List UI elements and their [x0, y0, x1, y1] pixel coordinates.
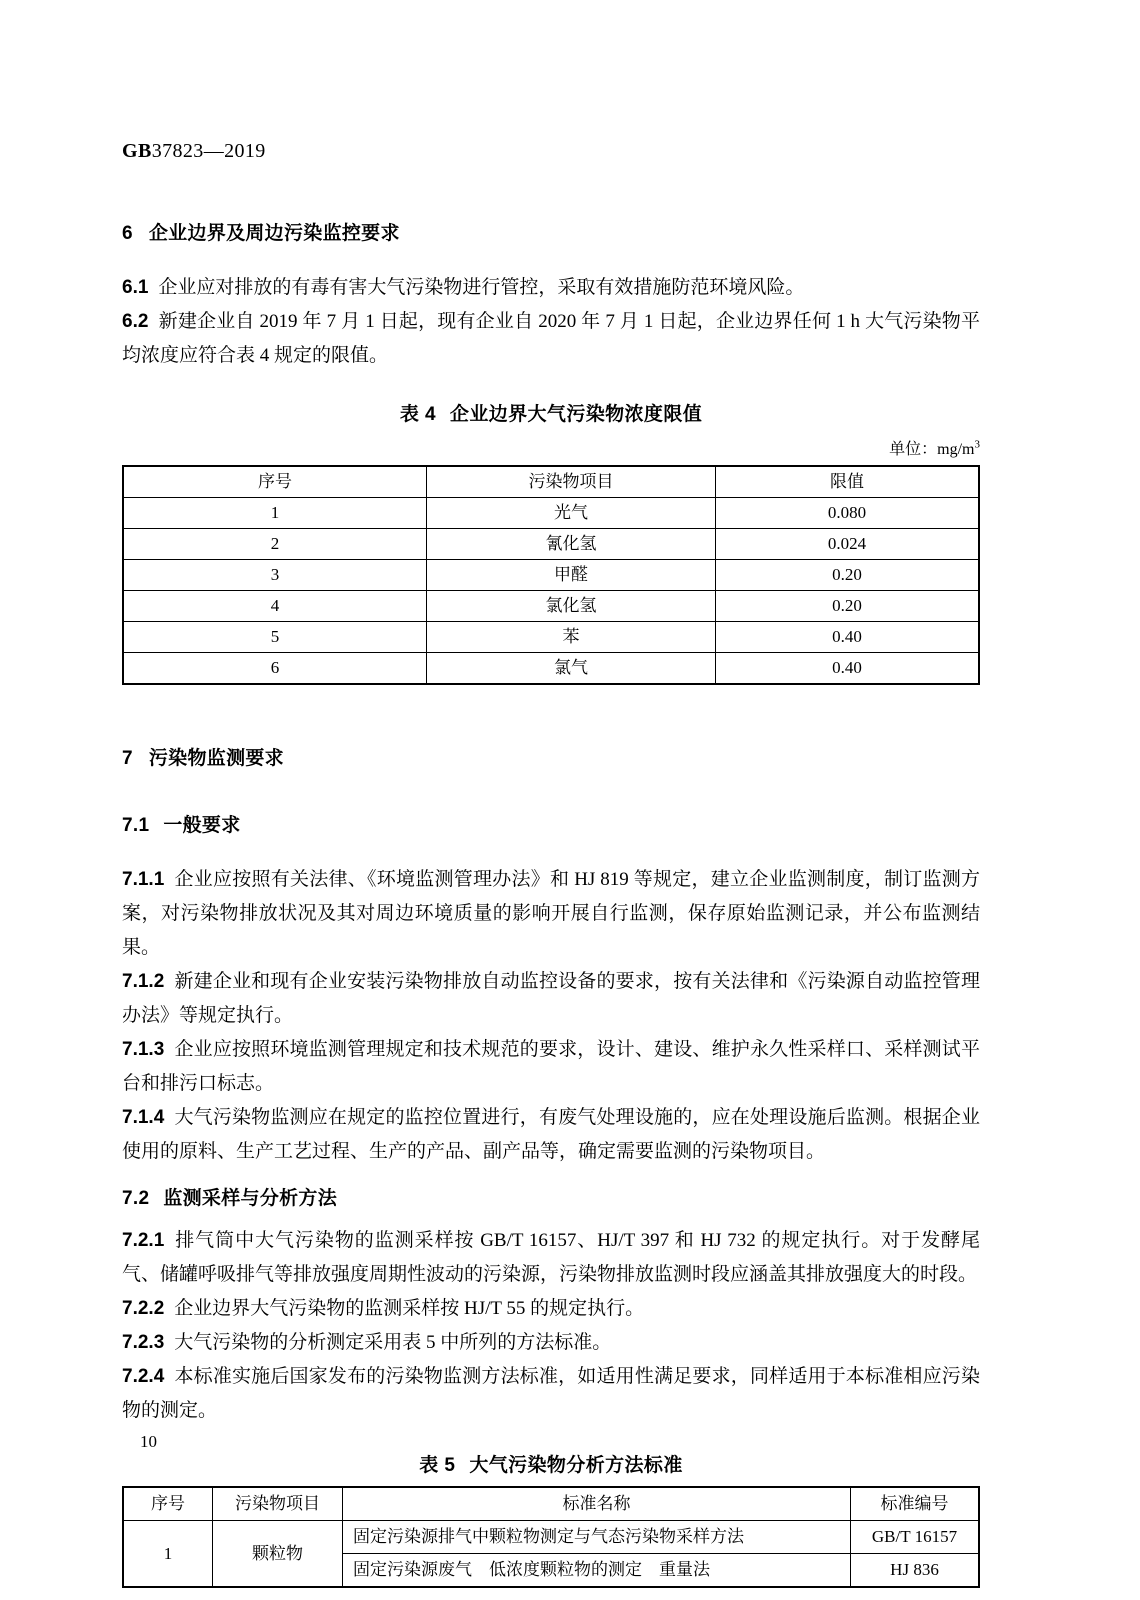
table-5-body — [123, 1521, 979, 1588]
section-7-title: 污染物监测要求 — [148, 748, 284, 769]
paragraph-7-2-4-label: 7.2.4 — [122, 1366, 165, 1387]
table-5-col-no: 序号 — [123, 1487, 213, 1521]
paragraph-7-1-2-label: 7.1.2 — [122, 971, 165, 992]
page-number: 10 — [140, 1432, 157, 1451]
table-4-r4-no: 4 — [123, 591, 427, 622]
table-4-r2-limit: 0.024 — [716, 529, 980, 560]
paragraph-7-1-4-label: 7.1.4 — [122, 1107, 165, 1128]
table-row — [123, 653, 979, 685]
heading-section-6 — [122, 218, 980, 245]
table-4-unit — [122, 436, 980, 459]
paragraph-6-1-label: 6.1 — [122, 277, 149, 298]
paragraph-6-2-label: 6.2 — [122, 311, 149, 332]
paragraph-7-1-2 — [122, 965, 980, 1033]
paragraph-6-2-text: 新建企业自 2019 年 7 月 1 日起，现有企业自 2020 年 7 月 1 日起，企业边界任何 1 h 大气污染物平均浓度应符合表 4 规定的限值。 — [122, 311, 980, 366]
paragraph-6-1 — [122, 271, 980, 305]
table-4-r1-no: 1 — [123, 498, 427, 529]
paragraph-7-1-1-text: 企业应按照有关法律、《环境监测管理办法》和 HJ 819 等规定，建立企业监测制度，制订监测方案，对污染物排放状况及其对周边环境质量的影响开展自行监测，保存原始监测记录，并公布监测结果。 — [122, 869, 980, 958]
paragraph-7-1-1 — [122, 863, 980, 965]
paragraph-7-2-1-label: 7.2.1 — [122, 1230, 165, 1251]
section-7-2-title: 监测采样与分析方法 — [163, 1188, 338, 1209]
table-4-r2-pollutant: 氰化氢 — [427, 529, 716, 560]
table-4-r5-no: 5 — [123, 622, 427, 653]
table-4-col-limit: 限值 — [716, 466, 980, 498]
table-4-r6-pollutant: 氯气 — [427, 653, 716, 685]
standard-prefix: GB — [122, 140, 152, 162]
paragraph-7-1-3 — [122, 1033, 980, 1101]
heading-section-7 — [122, 743, 980, 770]
paragraph-6-1-text: 企业应对排放的有毒有害大气污染物进行管控，采取有效措施防范环境风险。 — [158, 277, 805, 298]
table-4-r6-no: 6 — [123, 653, 427, 685]
table-4-r5-limit: 0.40 — [716, 622, 980, 653]
table-4-caption — [122, 399, 980, 426]
paragraph-7-2-3 — [122, 1326, 980, 1360]
table-5 — [122, 1486, 980, 1588]
table-4-r2-no: 2 — [123, 529, 427, 560]
section-7-1-title: 一般要求 — [163, 815, 241, 836]
document-header — [122, 140, 266, 163]
table-5-r1-m1-name: 固定污染源排气中颗粒物测定与气态污染物采样方法 — [343, 1521, 851, 1554]
table-5-r1-m2-code: HJ 836 — [851, 1554, 980, 1588]
table-row — [123, 498, 979, 529]
table-4-col-no: 序号 — [123, 466, 427, 498]
heading-section-7-2 — [122, 1183, 980, 1210]
paragraph-7-1-3-text: 企业应按照环境监测管理规定和技术规范的要求，设计、建设、维护永久性采样口、采样测试平台和排污口标志。 — [122, 1039, 980, 1094]
table-5-caption-number: 表 5 — [419, 1455, 456, 1476]
standard-number: 37823—2019 — [151, 140, 266, 162]
table-5-r1-pollutant: 颗粒物 — [213, 1521, 343, 1588]
paragraph-6-2 — [122, 305, 980, 373]
table-5-caption-title: 大气污染物分析方法标准 — [469, 1455, 683, 1476]
paragraph-7-2-4-text: 本标准实施后国家发布的污染物监测方法标准，如适用性满足要求，同样适用于本标准相应污染物的测定。 — [122, 1366, 980, 1421]
table-4-unit-exponent: 3 — [974, 438, 980, 451]
section-7-2-number: 7.2 — [122, 1188, 150, 1209]
table-row — [123, 622, 979, 653]
table-4-r1-limit: 0.080 — [716, 498, 980, 529]
section-7-1-number: 7.1 — [122, 815, 150, 836]
table-4-unit-value: mg/m — [937, 441, 975, 458]
table-5-caption — [122, 1450, 980, 1477]
paragraph-7-2-3-text: 大气污染物的分析测定采用表 5 中所列的方法标准。 — [174, 1332, 612, 1353]
table-row — [123, 591, 979, 622]
paragraph-7-2-2-text: 企业边界大气污染物的监测采样按 HJ/T 55 的规定执行。 — [174, 1298, 645, 1319]
paragraph-7-2-1-text: 排气筒中大气污染物的监测采样按 GB/T 16157、HJ/T 397 和 HJ 732 的规定执行。对于发酵尾气、储罐呼吸排气等排放强度周期性波动的污染源，污染物排放监测时段应涵盖其排放强度大的时段。 — [122, 1230, 980, 1285]
table-5-col-standard-code: 标准编号 — [851, 1487, 980, 1521]
paragraph-7-2-2-label: 7.2.2 — [122, 1298, 165, 1319]
table-4-body — [123, 498, 979, 685]
table-4-r3-no: 3 — [123, 560, 427, 591]
paragraph-7-2-2 — [122, 1292, 980, 1326]
table-5-r1-m2-name: 固定污染源废气 低浓度颗粒物的测定 重量法 — [343, 1554, 851, 1588]
table-4 — [122, 465, 980, 685]
table-4-r3-pollutant: 甲醛 — [427, 560, 716, 591]
table-row — [123, 560, 979, 591]
table-5-r1-no: 1 — [123, 1521, 213, 1588]
table-row — [123, 529, 979, 560]
table-5-col-pollutant: 污染物项目 — [213, 1487, 343, 1521]
table-4-caption-title: 企业边界大气污染物浓度限值 — [449, 404, 703, 425]
table-5-header-row — [123, 1487, 979, 1521]
table-5-r1-m1-code: GB/T 16157 — [851, 1521, 980, 1554]
document-body — [122, 218, 980, 1588]
section-6-title: 企业边界及周边污染监控要求 — [148, 223, 400, 244]
section-6-number: 6 — [122, 223, 133, 244]
table-4-r5-pollutant: 苯 — [427, 622, 716, 653]
table-4-col-pollutant: 污染物项目 — [427, 466, 716, 498]
table-4-header-row — [123, 466, 979, 498]
paragraph-7-1-2-text: 新建企业和现有企业安装污染物排放自动监控设备的要求，按有关法律和《污染源自动监控管理办法》等规定执行。 — [122, 971, 980, 1026]
table-4-r3-limit: 0.20 — [716, 560, 980, 591]
table-4-r4-pollutant: 氯化氢 — [427, 591, 716, 622]
table-4-r1-pollutant: 光气 — [427, 498, 716, 529]
table-4-unit-label: 单位： — [889, 441, 938, 458]
table-4-r6-limit: 0.40 — [716, 653, 980, 685]
table-row — [123, 1521, 979, 1554]
heading-section-7-1 — [122, 810, 980, 837]
paragraph-7-1-4-text: 大气污染物监测应在规定的监控位置进行，有废气处理设施的，应在处理设施后监测。根据企业使用的原料、生产工艺过程、生产的产品、副产品等，确定需要监测的污染物项目。 — [122, 1107, 980, 1162]
paragraph-7-1-3-label: 7.1.3 — [122, 1039, 165, 1060]
paragraph-7-2-1 — [122, 1224, 980, 1292]
paragraph-7-2-4 — [122, 1360, 980, 1428]
paragraph-7-2-3-label: 7.2.3 — [122, 1332, 165, 1353]
paragraph-7-1-4 — [122, 1101, 980, 1169]
table-5-col-standard-name: 标准名称 — [343, 1487, 851, 1521]
table-4-caption-number: 表 4 — [399, 404, 436, 425]
section-7-number: 7 — [122, 748, 133, 769]
table-4-r4-limit: 0.20 — [716, 591, 980, 622]
paragraph-7-1-1-label: 7.1.1 — [122, 869, 165, 890]
